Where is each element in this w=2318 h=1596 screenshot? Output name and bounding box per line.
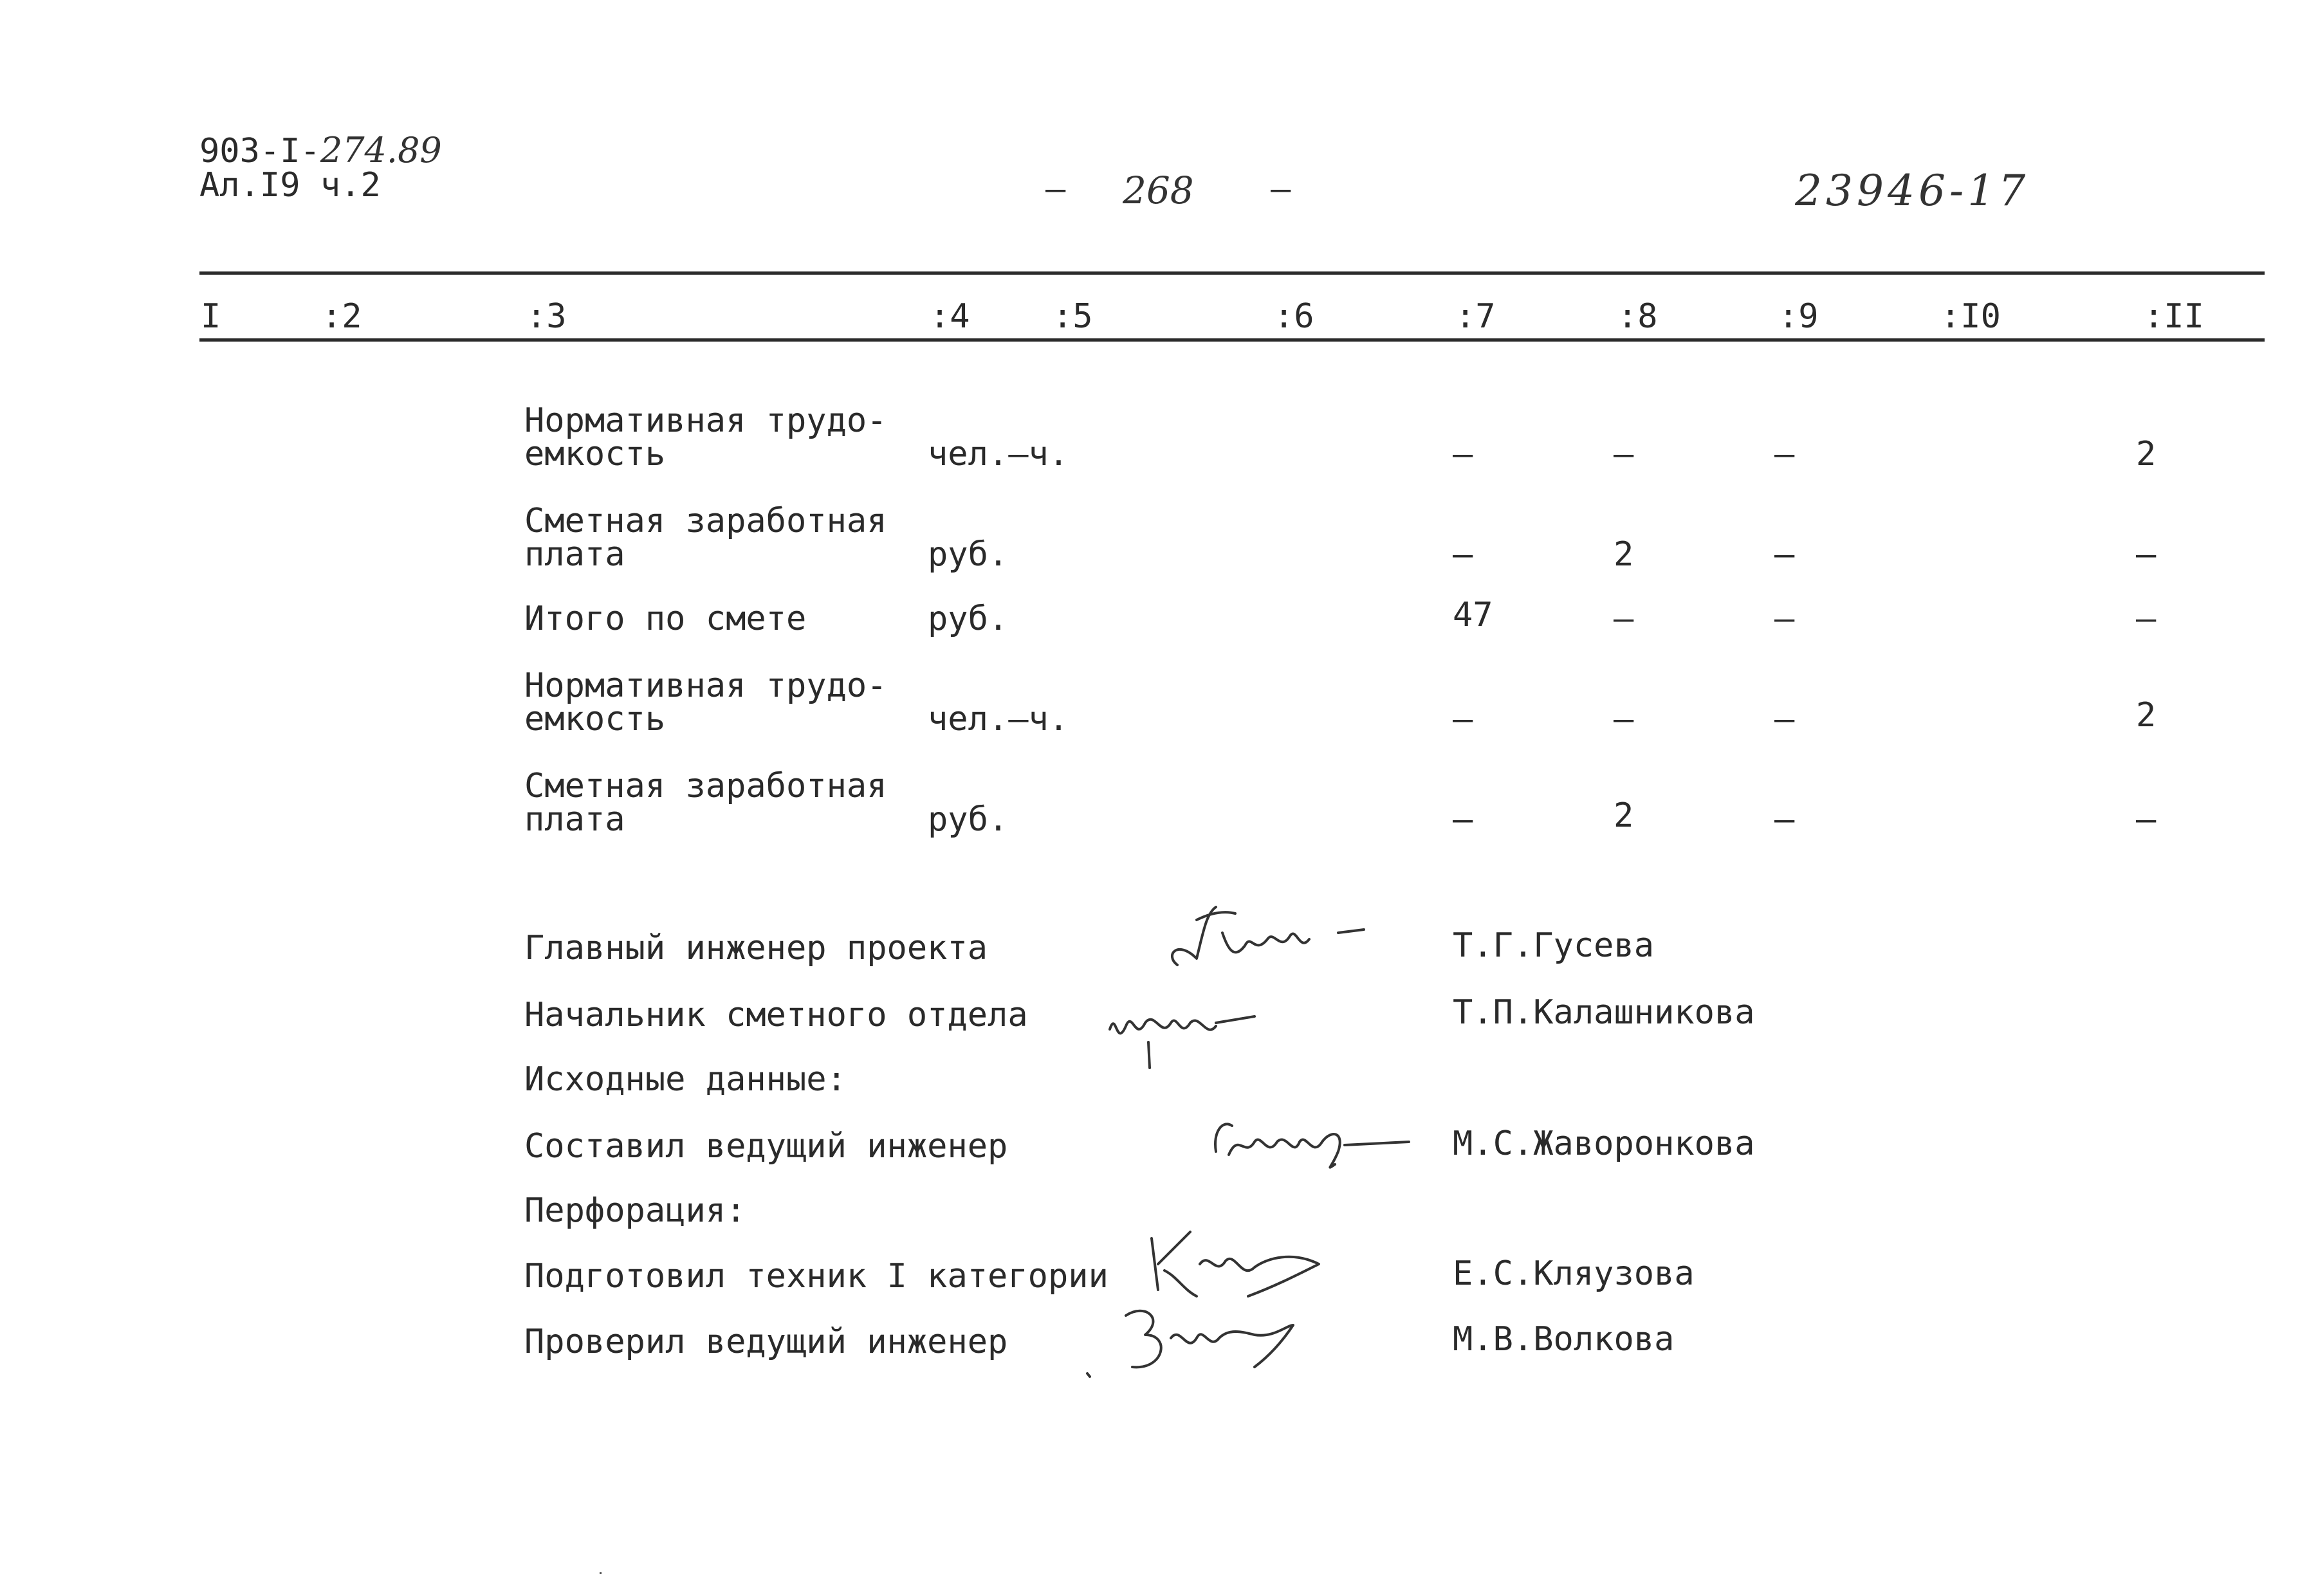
row-name-line2: плата: [524, 800, 625, 839]
row-col11: 2: [2136, 696, 2157, 735]
signature-role: Исходные данные:: [524, 1060, 847, 1099]
signature-role: Подготовил техник I категории: [524, 1257, 1108, 1296]
column-header: :7: [1455, 297, 1496, 336]
row-unit: руб.: [928, 800, 1009, 839]
signature-name: Т.П.Калашникова: [1453, 993, 1755, 1032]
column-header: I: [201, 297, 221, 336]
row-col8: 2: [1614, 796, 1634, 835]
column-header: :5: [1053, 297, 1093, 336]
row-col9: –: [1774, 435, 1795, 473]
column-header: :I0: [1940, 297, 2001, 336]
row-col9: –: [1774, 535, 1795, 574]
signature-name: М.С.Жаворонкова: [1453, 1124, 1755, 1163]
column-header: :8: [1617, 297, 1658, 336]
signature-role: Составил ведущий инженер: [524, 1127, 1008, 1166]
signature-role: Начальник сметного отдела: [524, 996, 1028, 1034]
doc-code: [199, 130, 442, 170]
row-name-line2: емкость: [524, 700, 666, 738]
column-header: :2: [322, 297, 362, 336]
album-label: Ал.I9 ч.2: [199, 166, 381, 205]
row-col7: –: [1453, 435, 1473, 473]
row-col7: 47: [1453, 596, 1493, 634]
handwritten-signature: [1097, 978, 1264, 1074]
row-col7: –: [1453, 800, 1473, 839]
row-name-line1: Нормативная трудо-: [524, 666, 887, 705]
column-header: :II: [2144, 297, 2204, 336]
row-col9: –: [1774, 600, 1795, 638]
row-name-line1: Итого по смете: [524, 600, 807, 638]
row-col7: –: [1453, 535, 1473, 574]
signature-role: Перфорация:: [524, 1191, 746, 1230]
column-header: :6: [1274, 297, 1314, 336]
row-unit: чел.–ч.: [928, 435, 1069, 473]
signature-name: М.В.Волкова: [1453, 1320, 1675, 1359]
row-col8: –: [1614, 435, 1634, 473]
signature-role: Проверил ведущий инженер: [524, 1323, 1008, 1361]
row-name-line1: Сметная заработная: [524, 502, 887, 540]
column-header: :9: [1778, 297, 1819, 336]
handwritten-signature: [1081, 1299, 1300, 1383]
row-name-line2: емкость: [524, 435, 666, 473]
row-col11: 2: [2136, 435, 2157, 473]
doc-code-handwritten: 274.89: [320, 130, 442, 170]
handwritten-signature: [1203, 1106, 1415, 1177]
row-col11: –: [2136, 535, 2157, 574]
handwritten-signature: [1158, 894, 1377, 984]
row-unit: руб.: [928, 535, 1009, 574]
row-name-line1: Сметная заработная: [524, 767, 887, 805]
row-col8: –: [1614, 600, 1634, 638]
row-unit: руб.: [928, 600, 1009, 638]
column-header: :4: [930, 297, 970, 336]
row-col8: 2: [1614, 535, 1634, 574]
row-col11: –: [2136, 600, 2157, 638]
page-dash-left: –: [1045, 170, 1066, 208]
row-col9: –: [1774, 800, 1795, 839]
doc-code-prefix: 903-I-: [199, 132, 320, 170]
row-name-line2: плата: [524, 535, 625, 574]
signature-name: Е.С.Кляузова: [1453, 1254, 1695, 1293]
inventory-number: 23946-17: [1795, 166, 2030, 216]
page-number: 268: [1123, 169, 1194, 212]
table-bottom-rule: [199, 338, 2265, 342]
row-name-line1: Нормативная трудо-: [524, 401, 887, 440]
signature-role: Главный инженер проекта: [524, 929, 988, 968]
signature-name: Т.Г.Гусева: [1453, 926, 1655, 965]
column-header: :3: [526, 297, 567, 336]
row-col9: –: [1774, 700, 1795, 738]
scan-speck: [600, 1572, 602, 1574]
row-col11: –: [2136, 800, 2157, 839]
row-col7: –: [1453, 700, 1473, 738]
table-top-rule: [199, 271, 2265, 275]
handwritten-signature: [1139, 1225, 1332, 1309]
page-dash-right: –: [1271, 170, 1291, 208]
row-col8: –: [1614, 700, 1634, 738]
row-unit: чел.–ч.: [928, 700, 1069, 738]
